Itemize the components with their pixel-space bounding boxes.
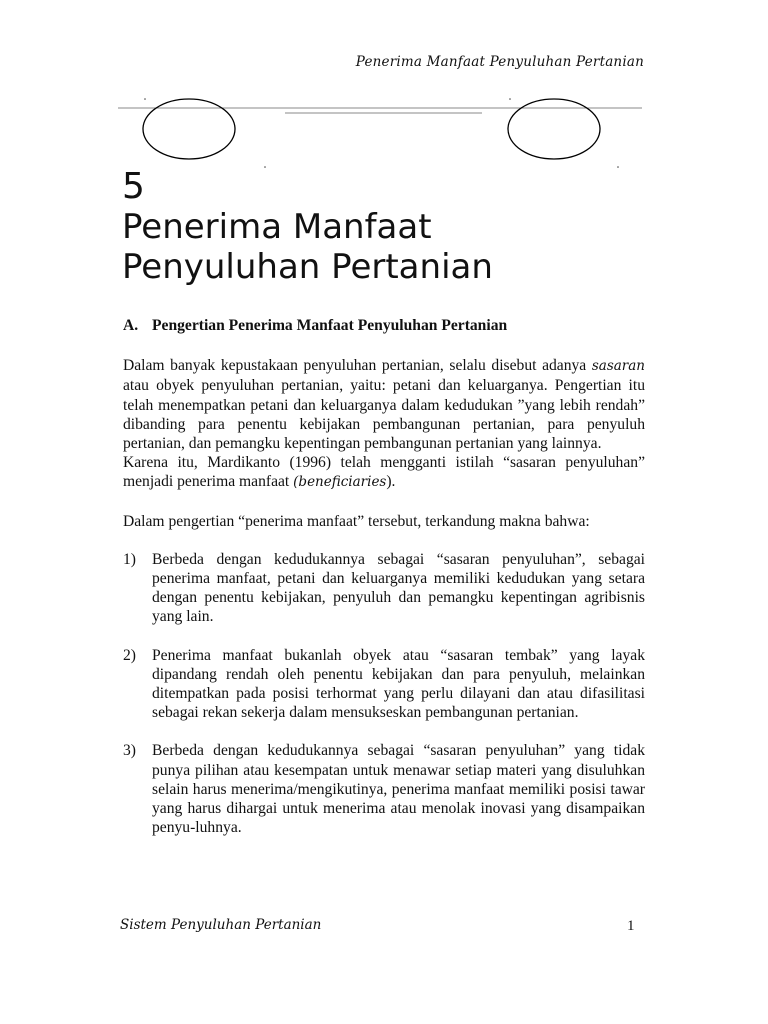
paragraph-text: Dalam banyak kepustakaan penyuluhan pertanian, selalu disebut adanya: [123, 357, 592, 375]
list-item: [123, 741, 645, 837]
list-item: [123, 550, 645, 627]
chapter-number: 5: [122, 166, 145, 207]
footer-book-title: Sistem Penyuluhan Pertanian: [120, 917, 322, 933]
paragraph-text: Karena itu, Mardikanto (1996) telah mengganti istilah “sasaran penyuluhan” menjadi penerima manfaat: [123, 454, 645, 491]
section-heading-text: Pengertian Penerima Manfaat Penyuluhan Pertanian: [152, 317, 508, 334]
list-item-number: 1): [123, 550, 136, 568]
paragraph-meaning: Dalam pengertian “penerima manfaat” tersebut, terkandung makna bahwa:: [123, 512, 590, 530]
chapter-title: [122, 207, 662, 287]
paragraph-text: atau obyek penyuluhan pertanian, yaitu: petani dan keluarganya. Pengertian itu telah menempatkan petani dan keluarganya dalam kedudukan ”yang lebih rendah” dibanding para penentu kebijakan pembangunan pertanian, para penyuluh pertanian, dan pemangku kepentingan pembangunan pertanian yang lainnya.: [123, 377, 645, 453]
term-sasaran: sasaran: [591, 358, 645, 375]
paragraph-text: ).: [386, 473, 396, 491]
chapter-title-line-2: Penyuluhan Pertanian: [122, 247, 493, 287]
ornament-dot: [617, 166, 619, 168]
meaning-list: [123, 550, 645, 838]
running-header: Penerima Manfaat Penyuluhan Pertanian: [355, 54, 644, 70]
list-item-text: Penerima manfaat bukanlah obyek atau “sasaran tembak” yang layak dipandang rendah oleh penentu kebijakan dan para penyuluh, melainkan ditempatkan pada posisi terhormat yang perlu dilayani dan atau difasilitasi sebagai rekan sekerja dalam mensukseskan pembangunan pertanian.: [152, 646, 645, 722]
chapter-ornament: [110, 90, 650, 170]
list-item-text: Berbeda dengan kedudukannya sebagai “sasaran penyuluhan” yang tidak punya pilihan atau kesempatan untuk menawar setiap materi yang disuluhkan selain harus menerima/mengikutinya, penerima manfaat memiliki posisi tawar yang harus dihargai untuk menerima atau menolak inovasi yang disampaikan penyu-luhnya.: [152, 742, 645, 837]
term-beneficiaries: (beneficiaries: [293, 474, 387, 491]
ornament-dot: [264, 166, 266, 168]
list-item: [123, 646, 645, 723]
list-item-text: Berbeda dengan kedudukannya sebagai “sasaran penyuluhan”, sebagai penerima manfaat, petani dan keluarganya memiliki kedudukan yang setara dengan penentu kebijakan, penyuluh dan pemangku kepentingan agribisnis yang lain.: [152, 550, 645, 626]
section-letter: A.: [123, 317, 139, 334]
ornament-dot: [144, 98, 146, 100]
list-item-number: 2): [123, 646, 136, 664]
chapter-body: [123, 316, 645, 856]
paragraph-intro: [123, 356, 645, 453]
chapter-title-line-1: Penerima Manfaat: [122, 207, 432, 247]
list-item-number: 3): [123, 742, 136, 760]
section-heading: [123, 316, 645, 335]
ornament-dot: [509, 98, 511, 100]
paragraph-mardikanto: [123, 453, 645, 492]
page-number: 1: [627, 918, 635, 934]
